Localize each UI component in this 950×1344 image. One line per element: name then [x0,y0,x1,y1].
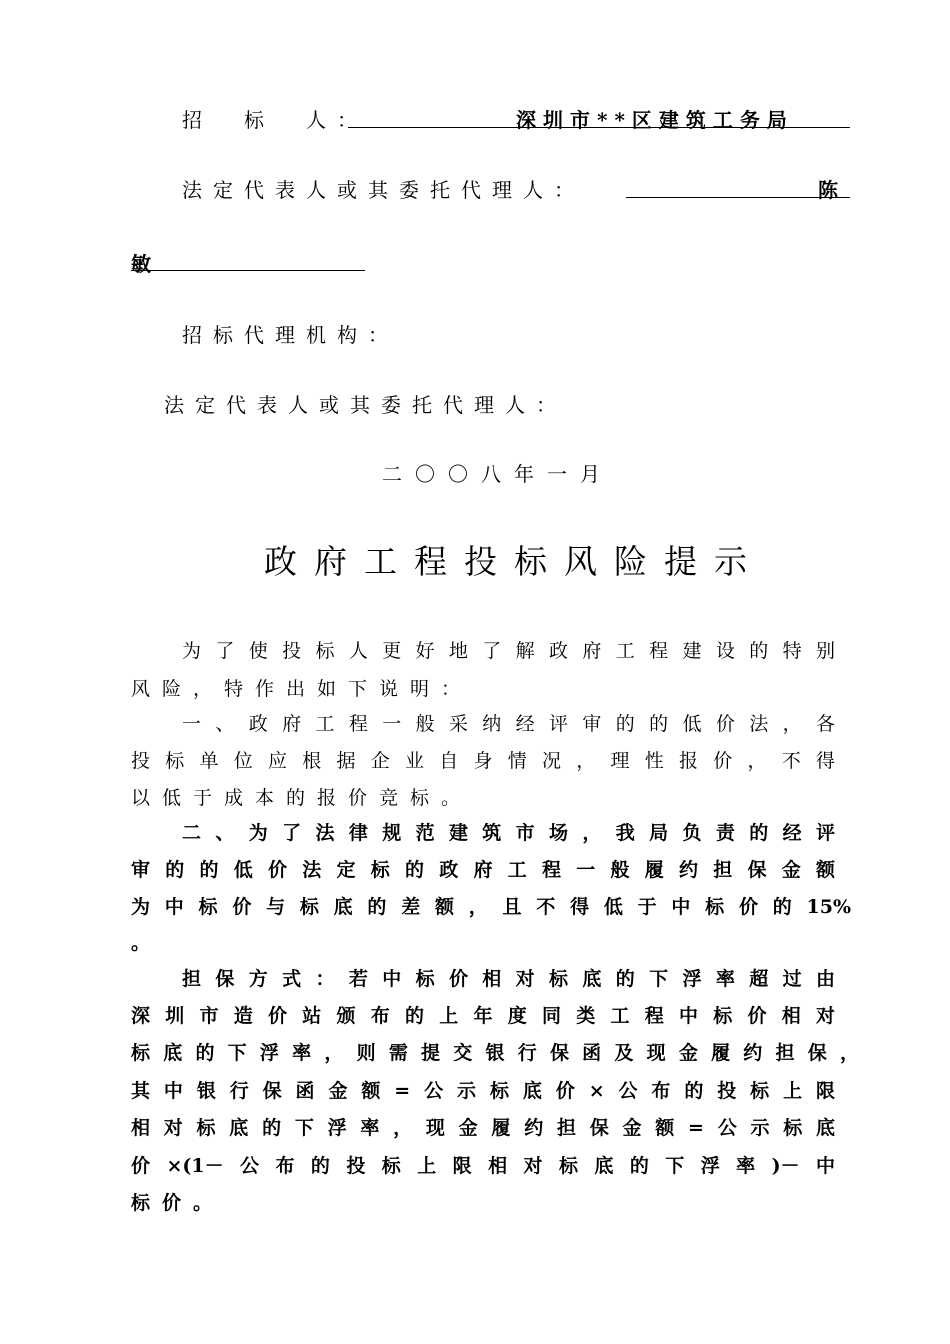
guarantee-line-3: 标底的下浮率，则需提交银行保函及现金履约担保， [131,1042,859,1064]
item2-line-2: 审的的低价法定标的政府工程一般履约担保金额 [131,859,835,881]
intro-line-2: 风险，特作出如下说明： [131,678,473,700]
notice-title: 政府工程投标风险提示 [264,542,764,581]
guarantee-paragraph [131,964,859,1224]
agency-rep-label: 法定代表人或其委托代理人： [164,393,567,417]
item2-line-4: 。 [131,932,151,954]
agency-label: 招标代理机构： [182,323,399,347]
guarantee-line-7: 标价。 [131,1192,225,1214]
guarantee-line-4: 其中银行保函金额=公示标底价×公布的投标上限 [131,1080,835,1102]
item2-line-1: 二、为了法律规范建筑市场，我局负责的经评 [182,822,835,844]
item1-paragraph [131,709,851,819]
item2-paragraph [131,818,851,958]
guarantee-line-5: 相对标底的下浮率，现金履约担保金额=公示标底 [131,1117,835,1139]
item1-line-3: 以低于成本的报价竞标。 [131,787,473,809]
guarantee-line-1: 担保方式：若中标价相对标底的下浮率超过由 [182,968,835,990]
legal-rep-label: 法定代表人或其委托代理人： [182,178,585,202]
guarantee-line-2: 深圳市造价站颁布的上年度同类工程中标价相对 [131,1005,835,1027]
item2-line-3: 为中标价与标底的差额，且不得低于中标价的15% [131,896,851,918]
item1-line-1: 一、政府工程一般采纳经评审的的低价法，各 [182,713,835,735]
intro-paragraph [131,636,851,706]
intro-line-1: 为了使投标人更好地了解政府工程建设的特别 [182,640,835,662]
legal-rep-value-part2: 敏 [131,252,151,276]
bidder-value: 深圳市**区建筑工务局 [516,108,794,132]
legal-rep-underline-2 [131,270,365,271]
item1-line-2: 投标单位应根据企业自身情况，理性报价，不得 [131,750,835,772]
guarantee-line-6: 价×(1－公布的投标上限相对标底的下浮率)－中 [131,1155,835,1177]
legal-rep-value-part1: 陈 [818,178,838,202]
legal-rep-underline-1 [626,197,850,198]
document-date: 二〇〇八年一月 [382,462,613,486]
bidder-label: 招 标 人： [182,108,368,132]
